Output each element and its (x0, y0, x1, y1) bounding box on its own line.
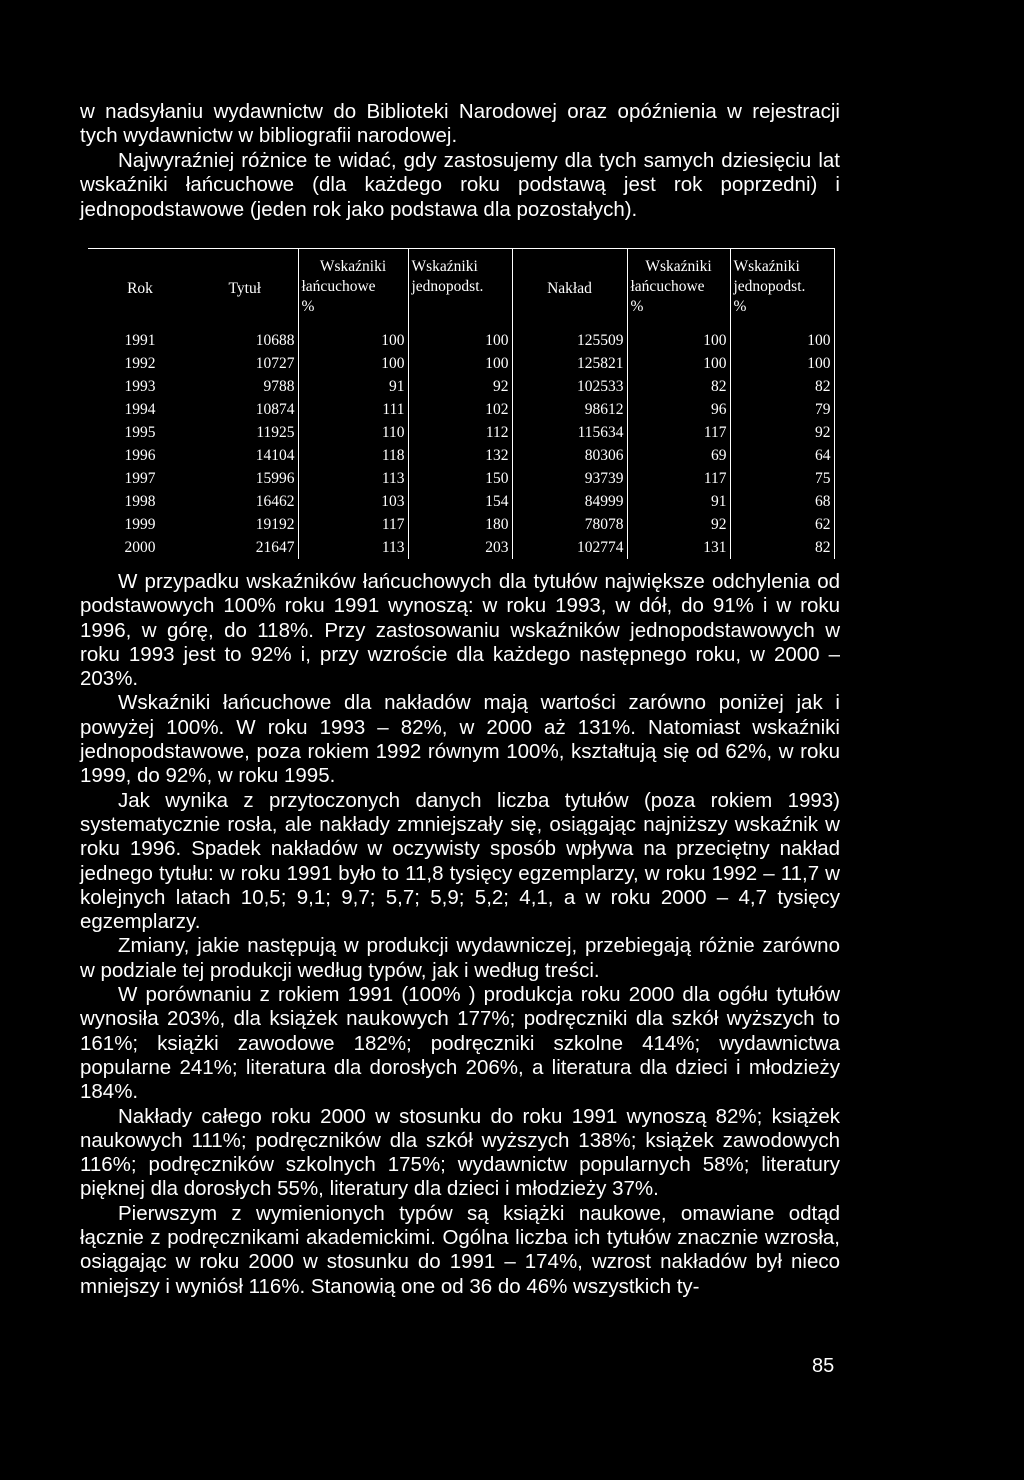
body-paragraph-3-text: Jak wynika z przytoczonych danych liczba tytułów (poza rokiem 1993) systematycznie rosła, ale nakłady zmniejszały się, osiągając najniższy wskaźnik w roku 1996. Spadek nakładów w oczywisty sposób wpływa na przeciętny nakład jednego tytułu: w roku 1991 było to 11,8 tysięcy egzemplarzy, w roku 1992 – 11,7 w kolejnych latach 10,5; 9,1; 9,7; 5,7; 5,9; 5,2; 4,1, a w roku 2000 – 4,7 tysięcy egzemplarzy. (80, 788, 840, 934)
body-paragraph-4-text: Zmiany, jakie następują w produkcji wydawniczej, przebiegają różnie zarówno w podziale tej produkcji według typów, jak i według treści. (80, 934, 840, 982)
header-wsk2: Wskaźniki (411, 258, 478, 275)
header-tytul-label: Tytuł (228, 280, 261, 297)
cell-rok: 1994 (124, 401, 156, 418)
table-row (88, 329, 834, 352)
header-wsk-jedn-tytul (408, 249, 512, 330)
table-row (88, 375, 834, 398)
body-text (80, 570, 840, 1299)
header-rok (88, 249, 192, 330)
cell-wsk-jedn-tytul: 180 (408, 513, 512, 536)
cell-rok: 1993 (124, 378, 156, 395)
cell-rok: 1992 (124, 355, 156, 372)
cell-wsk-lanc-tytul: 103 (298, 490, 408, 513)
cell-wsk-jedn-naklad: 100 (730, 329, 834, 352)
header-rok-label: Rok (127, 280, 153, 297)
cell-wsk-jedn-naklad: 62 (730, 513, 834, 536)
cell-naklad: 102774 (512, 536, 627, 559)
cell-wsk-lanc-tytul: 100 (298, 352, 408, 375)
cell-tytul: 14104 (192, 444, 298, 467)
cell-wsk-jedn-tytul: 203 (408, 536, 512, 559)
table-row (88, 513, 834, 536)
header-pct1: % (301, 298, 315, 315)
table-body (88, 329, 834, 559)
header-naklad-label: Nakład (547, 280, 592, 297)
cell-wsk-jedn-tytul: 154 (408, 490, 512, 513)
table-row (88, 490, 834, 513)
body-paragraph-5-text: W porównaniu z rokiem 1991 (100% ) produkcja roku 2000 dla ogółu tytułów wynosiła 203%, dla książek naukowych 177%; podręczniki dla szkół wyższych to 161%; książki zawodowe 182%; podręczniki szkolne 414%; wydawnictwa popularne 241%; literatura dla dorosłych 206%, a literatura dla dzieci i młodzieży 184%. (80, 983, 840, 1104)
header-wsk3: Wskaźniki (645, 258, 712, 275)
cell-naklad: 93739 (512, 467, 627, 490)
cell-wsk-lanc-tytul: 111 (298, 398, 408, 421)
cell-rok: 1999 (124, 516, 156, 533)
cell-wsk-jedn-tytul: 132 (408, 444, 512, 467)
cell-wsk-jedn-naklad: 82 (730, 375, 834, 398)
cell-wsk-lanc-tytul: 91 (298, 375, 408, 398)
cell-wsk-lanc-tytul: 117 (298, 513, 408, 536)
cell-naklad: 125509 (512, 329, 627, 352)
cell-tytul: 9788 (192, 375, 298, 398)
cell-wsk-lanc-naklad: 131 (627, 536, 730, 559)
body-paragraph-6 (80, 1105, 840, 1202)
header-lanc1: łańcuchowe (301, 278, 376, 295)
cell-naklad: 98612 (512, 398, 627, 421)
header-pct2: % (630, 298, 644, 315)
cell-wsk-jedn-tytul: 112 (408, 421, 512, 444)
cell-naklad: 125821 (512, 352, 627, 375)
body-paragraph-7-text: Pierwszym z wymienionych typów są książki naukowe, omawiane odtąd łącznie z podręcznikami akademickimi. Ogólna liczba ich tytułów znacznie wzrosła, osiągając w roku 2000 w stosunku do 1991 – 174%, wzrost nakładów był nieco mniejszy i wyniósł 116%. Stanowią one od 36 do 46% wszystkich ty- (80, 1201, 840, 1298)
cell-wsk-lanc-tytul: 113 (298, 467, 408, 490)
body-paragraph-2-text: Wskaźniki łańcuchowe dla nakładów mają wartości zarówno poniżej jak i powyżej 100%. W roku 1993 – 82%, w 2000 aż 131%. Natomiast wskaźniki jednopodstawowe, poza rokiem 1992 równym 100%, kształtują się od 62%, w roku 1999, do 92%, w roku 1995. (80, 691, 840, 788)
cell-wsk-lanc-tytul: 100 (298, 329, 408, 352)
cell-wsk-jedn-tytul: 92 (408, 375, 512, 398)
cell-tytul: 11925 (192, 421, 298, 444)
cell-wsk-lanc-naklad: 117 (627, 421, 730, 444)
body-paragraph-2 (80, 691, 840, 788)
header-wsk1: Wskaźniki (319, 258, 387, 275)
cell-wsk-lanc-naklad: 82 (627, 375, 730, 398)
cell-rok: 1991 (124, 332, 156, 349)
cell-naklad: 102533 (512, 375, 627, 398)
cell-rok: 1995 (124, 424, 156, 441)
header-jedn2: jednopodst. (733, 278, 806, 295)
intro-paragraph-1 (80, 100, 840, 149)
cell-wsk-lanc-naklad: 69 (627, 444, 730, 467)
table-row (88, 444, 834, 467)
cell-wsk-lanc-naklad: 117 (627, 467, 730, 490)
cell-wsk-jedn-naklad: 92 (730, 421, 834, 444)
cell-wsk-jedn-tytul: 100 (408, 329, 512, 352)
intro-paragraph-1-text: w nadsyłaniu wydawnictw do Biblioteki Narodowej oraz opóźnienia w rejestracji tych wydawnictw w bibliografii narodowej. (80, 100, 840, 148)
cell-wsk-lanc-tytul: 113 (298, 536, 408, 559)
cell-tytul: 15996 (192, 467, 298, 490)
body-paragraph-3 (80, 789, 840, 935)
cell-rok: 1998 (124, 493, 156, 510)
cell-wsk-lanc-naklad: 92 (627, 513, 730, 536)
cell-wsk-lanc-naklad: 100 (627, 352, 730, 375)
cell-tytul: 10727 (192, 352, 298, 375)
cell-tytul: 10874 (192, 398, 298, 421)
cell-naklad: 84999 (512, 490, 627, 513)
cell-wsk-lanc-tytul: 110 (298, 421, 408, 444)
cell-wsk-jedn-tytul: 102 (408, 398, 512, 421)
cell-tytul: 21647 (192, 536, 298, 559)
header-lanc2: łańcuchowe (630, 278, 705, 295)
header-wsk-jedn-naklad (730, 249, 834, 330)
header-wsk4: Wskaźniki (733, 258, 800, 275)
cell-naklad: 115634 (512, 421, 627, 444)
table-row (88, 352, 834, 375)
header-naklad (512, 249, 627, 330)
cell-wsk-jedn-tytul: 100 (408, 352, 512, 375)
header-pct3: % (733, 298, 747, 315)
body-paragraph-4 (80, 934, 840, 983)
header-wsk-lanc-naklad (627, 249, 730, 330)
cell-rok: 1996 (124, 447, 156, 464)
cell-wsk-lanc-naklad: 96 (627, 398, 730, 421)
data-table (88, 248, 835, 559)
table-row (88, 421, 834, 444)
table-header-row (88, 249, 834, 330)
cell-wsk-jedn-tytul: 150 (408, 467, 512, 490)
cell-naklad: 80306 (512, 444, 627, 467)
body-paragraph-6-text: Nakłady całego roku 2000 w stosunku do roku 1991 wynoszą 82%; książek naukowych 111%; podręczników dla szkół wyższych 138%; książek zawodowych 116%; podręczników szkolnych 175%; wydawnictw popularnych 58%; literatury pięknej dla dorosłych 55%, literatury dla dzieci i młodzieży 37%. (80, 1104, 840, 1201)
cell-tytul: 10688 (192, 329, 298, 352)
table-row (88, 398, 834, 421)
cell-wsk-jedn-naklad: 75 (730, 467, 834, 490)
cell-wsk-jedn-naklad: 79 (730, 398, 834, 421)
body-paragraph-1 (80, 570, 840, 691)
cell-wsk-jedn-naklad: 68 (730, 490, 834, 513)
header-tytul (192, 249, 298, 330)
intro-paragraph-2-text: Najwyraźniej różnice te widać, gdy zastosujemy dla tych samych dziesięciu lat wskaźniki łańcuchowe (dla każdego roku podstawą jest rok poprzedni) i jednopodstawowe (jeden rok jako podstawa dla pozostałych). (80, 149, 840, 221)
cell-tytul: 19192 (192, 513, 298, 536)
table-row (88, 467, 834, 490)
statistics-table (88, 248, 834, 556)
body-paragraph-7 (80, 1202, 840, 1299)
cell-wsk-jedn-naklad: 82 (730, 536, 834, 559)
cell-wsk-lanc-naklad: 91 (627, 490, 730, 513)
cell-wsk-lanc-tytul: 118 (298, 444, 408, 467)
page-number: 85 (812, 1355, 835, 1377)
body-paragraph-1-text: W przypadku wskaźników łańcuchowych dla tytułów największe odchylenia od podstawowych 100% roku 1991 wynoszą: w roku 1993, w dół, do 91% i w roku 1996, w górę, do 118%. Przy zastosowaniu wskaźników jednopodstawowych w roku 1993 jest to 92% i, przy wzroście dla każdego następnego roku, w 2000 – 203%. (80, 570, 840, 691)
header-jedn1: jednopodst. (411, 278, 484, 295)
header-wsk-lanc-tytul (298, 249, 408, 330)
cell-tytul: 16462 (192, 490, 298, 513)
cell-wsk-lanc-naklad: 100 (627, 329, 730, 352)
cell-wsk-jedn-naklad: 100 (730, 352, 834, 375)
body-paragraph-5 (80, 983, 840, 1104)
table-row (88, 536, 834, 559)
cell-rok: 1997 (124, 470, 156, 487)
cell-naklad: 78078 (512, 513, 627, 536)
cell-wsk-jedn-naklad: 64 (730, 444, 834, 467)
cell-rok: 2000 (124, 539, 156, 556)
intro-paragraph-2 (80, 149, 840, 222)
